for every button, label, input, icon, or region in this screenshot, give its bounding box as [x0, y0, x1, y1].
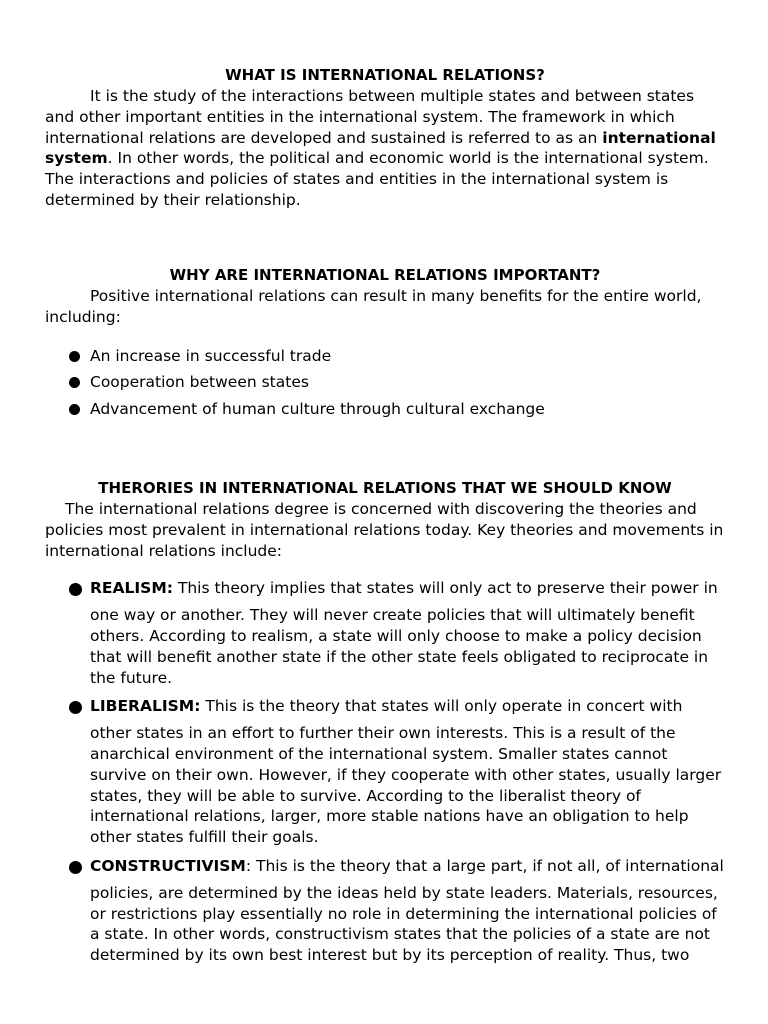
theory-first-line — [90, 696, 725, 717]
section-heading: WHY ARE INTERNATIONAL RELATIONS IMPORTANT? — [169, 266, 601, 284]
section-heading: WHAT IS INTERNATIONAL RELATIONS? — [225, 66, 545, 84]
section-what-is-ir — [45, 64, 725, 211]
theory-term: CONSTRUCTIVISM — [90, 856, 246, 875]
bullet-icon — [69, 583, 82, 596]
list-item-constructivism — [45, 856, 725, 966]
theory-first-line — [90, 856, 725, 877]
theory-text: : This is the theory that a large part, if not all, of international — [245, 856, 724, 875]
section-why-important — [45, 264, 725, 424]
theory-text: This is the theory that states will only operate in concert with — [200, 697, 683, 716]
theory-first-line — [90, 578, 725, 599]
section-paragraph — [45, 86, 725, 211]
theory-text: This theory implies that states will only act to preserve their power in — [172, 579, 718, 598]
list-item — [45, 398, 725, 425]
list-item-text: Cooperation between states — [90, 373, 309, 392]
list-item-text: Advancement of human culture through cultural exchange — [90, 399, 545, 418]
paragraph-text: It is the study of the interactions between multiple states and between states and other important entities in the international system. The framework in which international relations are developed and sustained is referred to as an — [45, 87, 695, 147]
list-item — [45, 345, 725, 372]
section-heading: THERORIES IN INTERNATIONAL RELATIONS THAT WE SHOULD KNOW — [98, 479, 672, 497]
bullet-icon — [69, 701, 82, 714]
list-item — [45, 371, 725, 398]
list-item-text: An increase in successful trade — [90, 346, 332, 365]
theory-text: one way or another. They will never create policies that will ultimately benefit others. According to realism, a state will only choose to make a policy decision that will benefit another state if the other state feels obligated to reciprocate in the future. — [90, 606, 709, 687]
bullet-icon — [69, 377, 80, 388]
bullet-icon — [69, 861, 82, 874]
bold-term: international system — [45, 128, 716, 168]
benefits-list — [45, 345, 725, 425]
theory-term: REALISM: — [90, 579, 173, 598]
theory-text: other states in an effort to further their own interests. This is a result of the anarchical environment of the international system. Smaller states cannot survive on their own. However, if they cooperate with other states, usually larger states, they will be able to survive. According to the liberalist theory of international relations, larger, more stable nations have an obligation to help other states fulfill their goals. — [90, 724, 722, 847]
bullet-icon — [69, 404, 80, 415]
section-paragraph: Positive international relations can result in many benefits for the entire world, including: — [45, 287, 702, 326]
paragraph-text: . In other words, the political and economic world is the international system. The interactions and policies of states and entities in the international system is determined by their relationship. — [45, 149, 709, 209]
theory-term: LIBERALISM: — [90, 697, 201, 716]
section-paragraph: The international relations degree is concerned with discovering the theories and policies most prevalent in international relations today. Key theories and movements in international relations include: — [45, 500, 724, 560]
theories-list — [45, 578, 725, 966]
list-item-realism — [45, 578, 725, 688]
theory-text: policies, are determined by the ideas held by state leaders. Materials, resources, or restrictions play essentially no role in determining the international policies of a state. In other words, constructivism states that the policies of a state are not determined by its own best interest but by its perception of reality. Thus, two — [90, 883, 718, 965]
section-theories — [45, 477, 725, 974]
list-item-liberalism — [45, 696, 725, 848]
bullet-icon — [69, 351, 80, 362]
